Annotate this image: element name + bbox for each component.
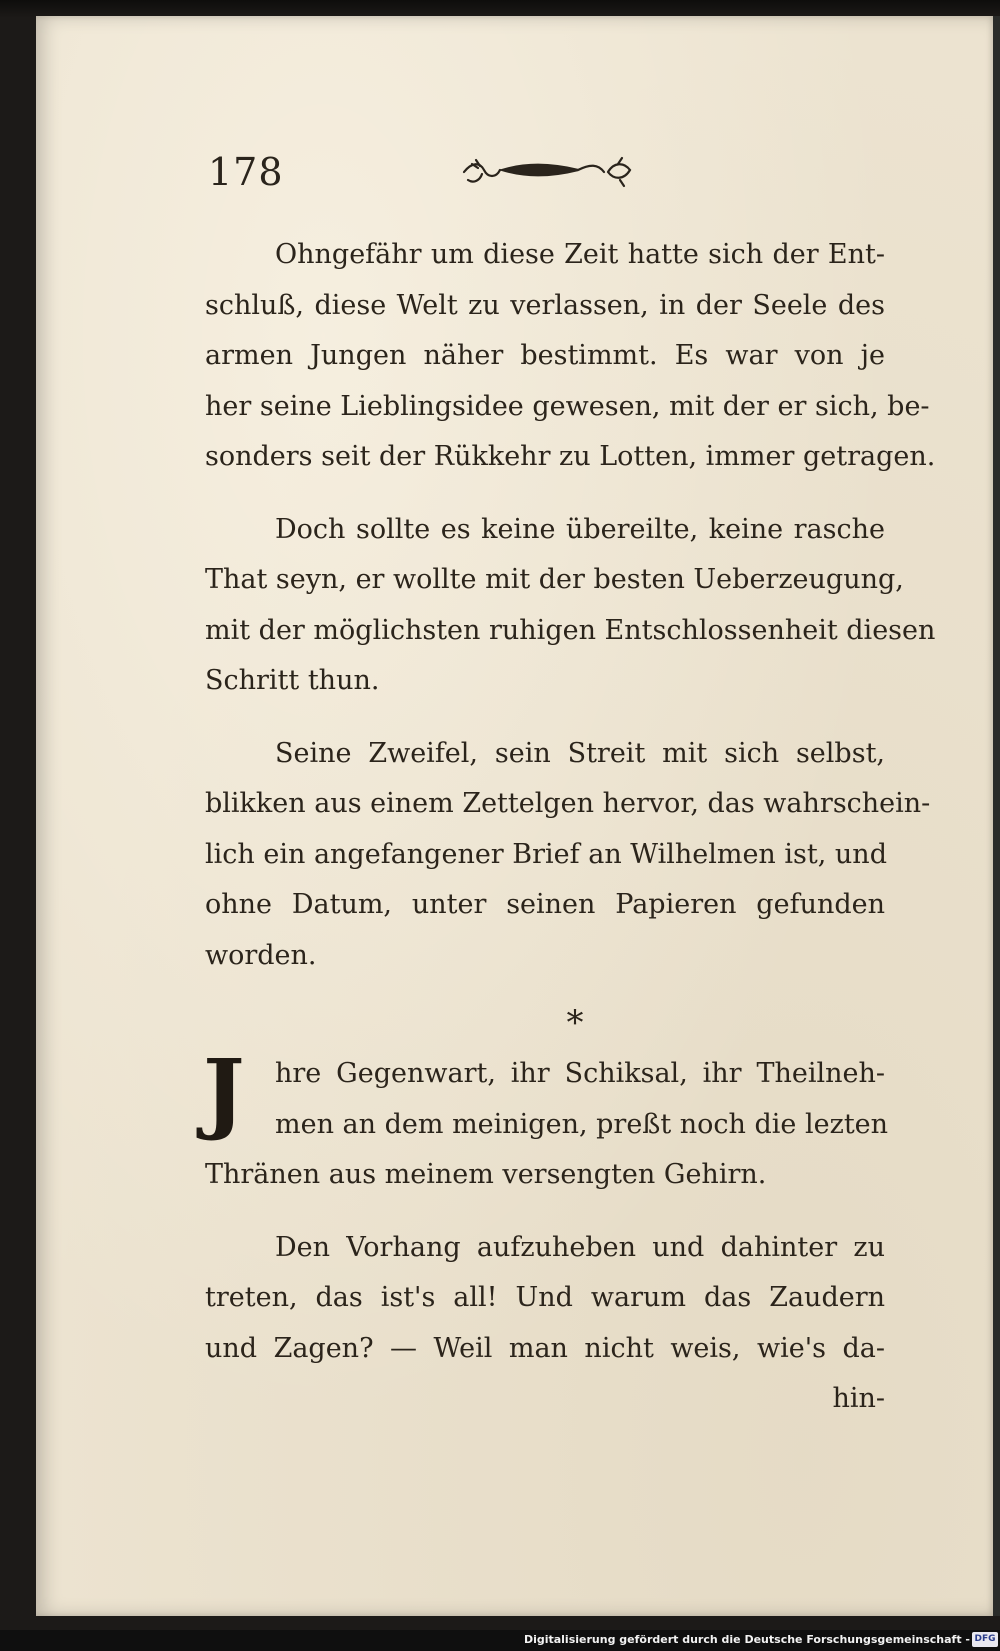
text-line: mit der möglichsten ruhigen Entschlossenheit diesen <box>205 614 936 646</box>
text-line: Den Vorhang aufzuheben und dahinter zu <box>275 1231 885 1263</box>
section-separator: * <box>566 1003 584 1043</box>
text-line: blikken aus einem Zettelgen hervor, das wahrschein- <box>205 788 931 819</box>
drop-cap: J <box>203 1039 245 1143</box>
text-line: Ohngefähr um diese Zeit hatte sich der Ent- <box>275 239 885 270</box>
text-line: Seine Zweifel, sein Streit mit sich selbst, <box>275 737 885 769</box>
text-line: her seine Lieblingsidee gewesen, mit der er sich, be- <box>205 390 930 422</box>
text-line: men an dem meinigen, preßt noch die lezten <box>275 1108 889 1140</box>
text-line: hre Gegenwart, ihr Schiksal, ihr Theilneh- <box>275 1058 885 1089</box>
text-line: ohne Datum, unter seinen Papieren gefunden <box>205 889 885 920</box>
text-line: Doch sollte es keine übereilte, keine rasche <box>275 513 885 545</box>
text-line: Schritt thun. <box>205 665 380 696</box>
letter-paragraph <box>203 1039 889 1201</box>
digitization-footer <box>0 1630 1000 1651</box>
text-line: und Zagen? — Weil man nicht weis, wie's da- <box>205 1332 885 1364</box>
page-edge-strip <box>993 16 1000 1616</box>
paragraph-2 <box>205 505 936 707</box>
closing-paragraph <box>205 1223 885 1425</box>
text-line: sonders seit der Rükkehr zu Lotten, immer getragen. <box>205 441 936 472</box>
text-line: lich ein angefangener Brief an Wilhelmen ist, und <box>205 838 887 870</box>
text-line: schluß, diese Welt zu verlassen, in der Seele des <box>205 289 885 321</box>
paragraph-3 <box>205 729 931 982</box>
paragraph-1 <box>205 230 936 483</box>
text-line: worden. <box>205 939 317 971</box>
printer-ornament-icon <box>458 154 638 190</box>
main-text <box>203 230 936 1447</box>
funding-credit: Digitalisierung gefördert durch die Deutsche Forschungsgemeinschaft - <box>523 1633 970 1646</box>
text-line: armen Jungen näher bestimmt. Es war von je <box>205 340 885 371</box>
running-head <box>208 150 628 200</box>
text-line: treten, das ist's all! Und warum das Zaudern <box>205 1282 885 1313</box>
catchword: hin- <box>832 1383 885 1414</box>
text-line: Thränen aus meinem versengten Gehirn. <box>205 1159 767 1190</box>
page-number: 178 <box>208 150 284 194</box>
dfg-logo: DFG <box>972 1632 998 1647</box>
text-line: That seyn, er wollte mit der besten Ueberzeugung, <box>205 564 904 595</box>
